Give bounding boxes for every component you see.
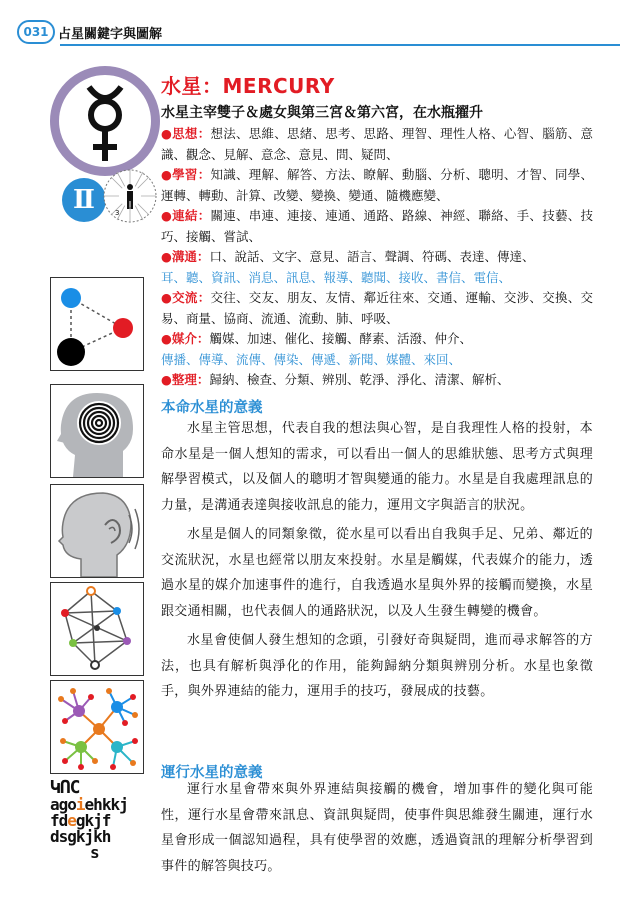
header-divider [60, 44, 620, 46]
listening-head-illustration [50, 484, 144, 578]
natal-paragraph-2: 水星是個人的同類象徵，從水星可以看出自我與手足、兄弟、鄰近的交流狀況，水星也經常以朋友來投射。水星是觸媒，代表媒介的能力，透過水星的媒介加速事件的進行，自我透過水星與外界的接觸而變換，水星跟交通相關，也代表個人的通路狀況，以及人生發生轉變的機會。 [161, 527, 593, 619]
molecule-network-illustration [50, 680, 144, 774]
keyword-item-connection: ●連結：關連、串連、連接、連通、通路、路線、神經、聯絡、手、技藝、技巧、接觸、嘗試、 [161, 208, 593, 244]
section-body-natal [161, 416, 593, 709]
planet-subtitle: 水星主宰雙子＆處女與第三宮＆第六宮，在水瓶擢升 [161, 105, 483, 121]
keyword-item-exchange: ●交流：交往、交友、朋友、友情、鄰近往來、交通、運輸、交涉、交換、交易、商量、協商、流通、流動、肺、呼吸、 [161, 290, 593, 326]
keyword-item-medium: ●媒介：觸媒、加速、催化、接觸、酵素、活潑、仲介、 傳播、傳導、流傳、傳染、傳遞、新聞、媒體、來回、 [161, 331, 472, 367]
house-number-label: 3 [115, 209, 120, 217]
natal-paragraph-1: 水星主管思想，代表自我的想法與心智，是自我理性人格的投射，本命水星是一個人想知的需求，可以看出一個人的思維狀態、思考方式與理解學習模式，以及個人的聰明才智與變通的能力。水星是自我處理訊息的力量，是溝通表達與接收訊息的能力，運用文字與語言的狀況。 [161, 421, 593, 513]
triangle-dots-illustration [50, 277, 144, 371]
letter-line-4: dsgkjkh [50, 827, 111, 846]
keyword-item-organize: ●整理：歸納、檢查、分類、辨別、乾淨、淨化、清潔、解析、 [161, 372, 510, 387]
keyword-item-communication: ●溝通：口、說話、文字、意見、語言、聲調、符碼、表達、傳達、 耳、聽、資訊、消息、訊息、報導、聽聞、接收、書信、電信、 [161, 249, 535, 285]
letter-line-2: agoiehkkj [50, 795, 128, 814]
planet-title: 水星：MERCURY [161, 74, 335, 98]
letter-jumble-illustration [50, 779, 144, 873]
third-house-wheel-icon [102, 168, 158, 224]
chapter-title: 占星關鍵字與圖解 [58, 27, 163, 42]
mercury-glyph-icon [59, 75, 151, 167]
thinking-head-illustration [50, 384, 144, 478]
mercury-symbol-ring [50, 66, 160, 176]
section-heading-transit: 運行水星的意義 [161, 765, 263, 781]
network-graph-illustration [50, 582, 144, 676]
section-body-transit [161, 777, 593, 883]
letter-line-1: ԿՈC [50, 777, 80, 798]
keyword-list [161, 124, 593, 391]
transit-paragraph-1: 運行水星會帶來與外界連結與接觸的機會，增加事件的變化與可能性，運行水星會帶來訊息、資訊與疑問，使事件與思維發生關連，運行水星會形成一個認知過程，具有使學習的效應，透過資訊的理解分析學習到事件的解答與技巧。 [161, 782, 593, 874]
keyword-item-thought: ●思想：想法、思維、思緒、思考、思路、理智、理性人格、心智、腦筋、意識、觀念、見解、意念、意見、問、疑問、 [161, 126, 593, 162]
page-number-badge: 031 [17, 20, 55, 44]
gemini-sign-icon: Ⅱ [62, 178, 106, 222]
natal-paragraph-3: 水星會使個人發生想知的念頭，引發好奇與疑問，進而尋求解答的方法，也具有解析與淨化的作用，能夠歸納分類與辨別分析。水星也象徵手，與外界連結的能力，運用手的技巧，發展成的技藝。 [161, 633, 593, 699]
letter-line-3: fdegkjf [50, 811, 111, 830]
letter-line-5: s [90, 843, 99, 862]
keyword-item-learning: ●學習：知識、理解、解答、方法、瞭解、動腦、分析、聰明、才智、同學、運轉、轉動、計算、改變、變換、變通、隨機應變、 [161, 167, 593, 203]
section-heading-natal: 本命水星的意義 [161, 400, 263, 416]
